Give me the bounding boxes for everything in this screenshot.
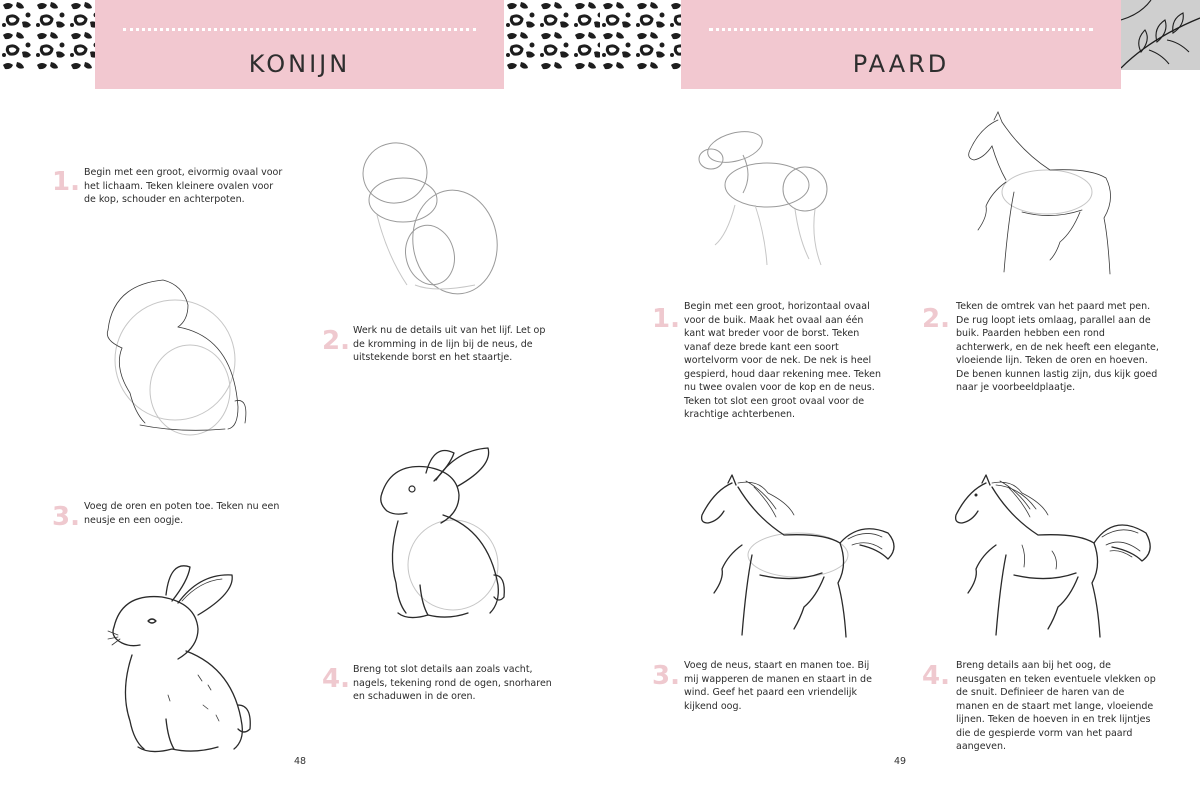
step-text: Voeg de neus, staart en manen toe. Bij mij wapperen de manen en staart in de wind. Geef het paard een vriendelijk kijkend oog. bbox=[684, 660, 872, 712]
dotted-divider bbox=[123, 28, 476, 31]
leopard-pattern-strip bbox=[504, 0, 600, 70]
step-text: Werk nu de details uit van het lijf. Let op de kromming in de lijn bij de neus, de uitstekende borst en het staartje. bbox=[353, 325, 546, 363]
step-number: 3. bbox=[652, 661, 680, 691]
rabbit-step1-sketch bbox=[355, 125, 505, 295]
horse-step4-drawing bbox=[952, 475, 1152, 640]
step-number: 1. bbox=[52, 167, 80, 197]
page-title: KONIJN bbox=[248, 50, 351, 78]
step-number: 3. bbox=[52, 502, 80, 532]
step-number: 2. bbox=[322, 326, 350, 356]
title-band bbox=[95, 0, 504, 89]
horse-step2-drawing bbox=[962, 112, 1122, 277]
horse-step1-sketch bbox=[695, 125, 855, 275]
leopard-pattern-strip bbox=[0, 0, 95, 70]
page-number: 48 bbox=[294, 756, 307, 767]
step-text: Breng details aan bij het oog, de neusgaten en teken eventuele vlekken op de snuit. Definieer de haren van de manen en de staart met lange, vloeiende lijnen. Teken de hoeven in en trek lijntjes die de gespierde vorm van het paard aangeven. bbox=[956, 660, 1156, 752]
rabbit-step3-drawing bbox=[368, 425, 518, 625]
leaf-pattern-strip bbox=[1121, 0, 1200, 70]
step-text: Teken de omtrek van het paard met pen. De rug loopt iets omlaag, parallel aan de buik. Paarden hebben een rond achterwerk, en de nek heeft een elegante, vloeiende lijn. Teken de oren en hoeven. De benen kunnen lastig zijn, dus kijk goed naar je voorbeeldplaatje. bbox=[956, 301, 1159, 393]
step-text: Begin met een groot, eivormig ovaal voor het lichaam. Teken kleinere ovalen voor de kop, schouder en achterpoten. bbox=[84, 167, 283, 205]
dotted-divider bbox=[709, 28, 1093, 31]
page-number: 49 bbox=[894, 756, 907, 767]
step-number: 1. bbox=[652, 304, 680, 334]
step-text: Voeg de oren en poten toe. Teken nu een neusje en een oogje. bbox=[84, 501, 280, 526]
horse-step3-drawing bbox=[698, 475, 898, 640]
page-title: PAARD bbox=[852, 50, 950, 78]
step-text: Begin met een groot, horizontaal ovaal voor de buik. Maak het ovaal aan één kant wat breder voor de borst. Teken vanaf deze brede kant een soort wortelvorm voor de nek. De nek is heel gespierd, houd daar rekening mee. Teken nu twee ovalen voor de kop en de neus. Teken tot slot een groot ovaal voor de krachtige achterbenen. bbox=[684, 301, 881, 420]
title-band bbox=[681, 0, 1121, 89]
step-number: 4. bbox=[322, 664, 350, 694]
step-text: Breng tot slot details aan zoals vacht, nagels, tekening rond de ogen, snorharen en schaduwen in de oren. bbox=[353, 664, 552, 702]
leaf-pattern-strip bbox=[600, 0, 681, 70]
step-number: 4. bbox=[922, 661, 950, 691]
rabbit-step4-drawing bbox=[108, 555, 268, 755]
rabbit-step2-sketch bbox=[100, 275, 260, 445]
right-page bbox=[600, 0, 1200, 803]
step-number: 2. bbox=[922, 304, 950, 334]
